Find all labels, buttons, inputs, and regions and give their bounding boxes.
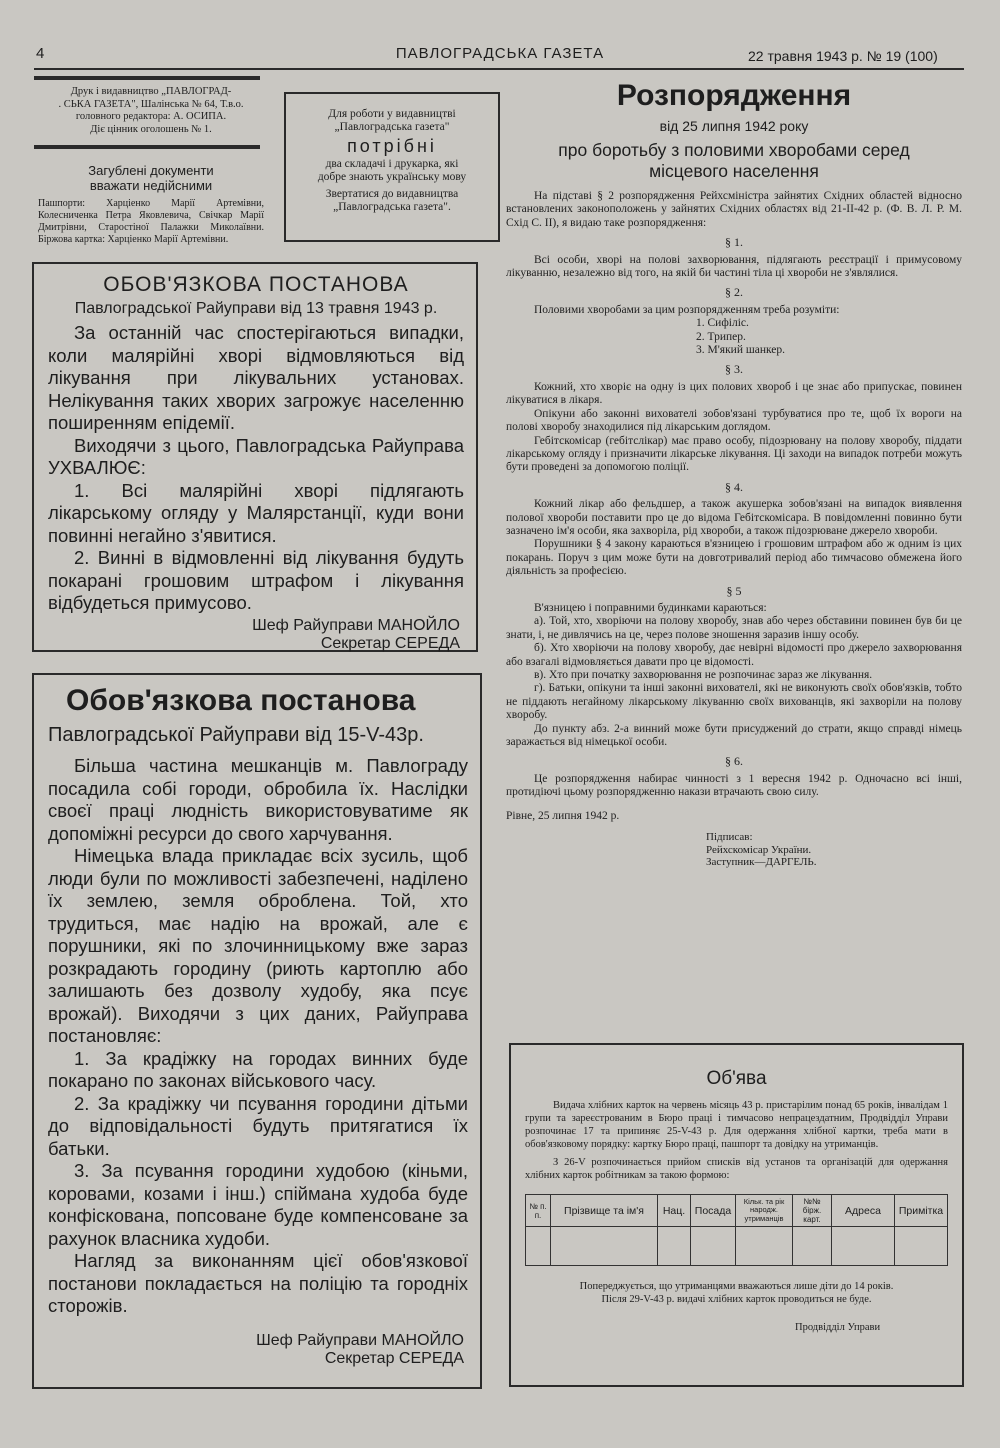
imprint-line: Друк і видавництво „ПАВЛОГРАД- [70,86,232,97]
job-ad-line: добре знають українську мову [317,171,467,183]
paragraph: а). Той, хто, хворіючи на полову хворобу, знав або через обставини повинен був би це знати, і, не дивлячись на це, через полове зношення заразив іншу особу. [506,615,962,641]
table-header-cell: Посада [691,1195,736,1227]
job-ad-line: Звертатися до видавництва [325,188,459,200]
signature-line: Секретар СЕРЕДА [320,634,460,652]
decree-1-body [48,322,464,615]
paragraph: Кожний лікар або фельдшер, а також акушерка зобов'язані на випадок виявлення полової хвороби поставити про це до відома Гебітскомісара. В повідомленні повинно бути зазначено ім'я особи, яка захворіла, рід хвороби, а також підозрюване джерело хвороби. [506,498,962,537]
issue-info: 22 травня 1943 р. № 19 (100) [748,48,938,64]
paragraph: г). Батьки, опікуни та інші законні вихователі, які не виконують своїх обов'язків, тобто не піддають негайному лікарському лікуванню своїх вихованців, які захворіли на полову хворобу. [506,682,962,722]
lost-docs-title: Загублені документи вважати недійсними [88,163,214,193]
table-cell [691,1227,736,1266]
section-heading: § 2. [725,285,743,300]
lost-docs-text: Пашпорти: Харціенко Марії Артемівни, Колесниченка Петра Яковлевича, Свічкар Марії Дмитрівни, Старостіної Палажки Миколаївни. Біржова картка: Харціенко Марії Артемівни. [38,198,264,245]
order-title: Розпорядження [616,79,852,112]
order-subject: про боротьбу з половими хворобами серед місцевого населення [558,140,910,181]
notice-signature: Продвідділ Управи [795,1322,881,1333]
section-heading: § 6. [725,754,743,769]
notice-box [509,1043,964,1387]
imprint-line: Діє цінник оголошень № 1. [90,123,212,135]
decree-1-box [32,262,478,652]
paragraph: В'язницею і поправними будинками караються: [534,601,767,614]
paragraph: Половими хворобами за цим розпорядженням треба розуміти: [534,303,840,316]
paragraph: Виходячи з цього, Павлоградська Райуправа УХВАЛЮЄ: [48,434,464,478]
section-heading: § 5 [726,583,742,598]
paragraph: в). Хто при початку захворювання не розпочинає зараз же лікування. [534,669,873,681]
paragraph: Нагляд за виконанням цієї обов'язкової постанови покладається на поліцію та городніх сторожів. [48,1250,468,1316]
job-ad-box [284,92,500,242]
signature-line: Заступник—ДАРГЕЛЬ. [706,856,817,869]
paragraph: Це розпорядження набирає чинності з 1 вересня 1942 р. Одночасно всі інші, протидіючі цьому розпорядженню накази втрачають свою силу. [506,772,962,799]
imprint-top-rule [34,76,260,80]
job-ad-line: Для роботи у видавництві [328,108,456,120]
signature-line: Секретар СЕРЕДА [324,1349,464,1367]
table-header-cell: Нац. [658,1195,691,1227]
table-cell [526,1227,551,1266]
paragraph: Кожний, хто хворіє на одну із цих полових хвороб і це знає або припускає, повинен лікуватися в лікаря. [506,380,962,407]
notice-warning: Попереджується, що утриманцями вважаються лише діти до 14 років. [579,1281,894,1292]
paragraph: Порушники § 4 закону караються в'язницею і грошовим штрафом або ж одним із цих покарань. Поруч з цим може бути на довготривалий період або тимчасово обмежена його діяльність за професією. [506,538,962,578]
place-date: Рівне, 25 липня 1942 р. [506,809,620,822]
job-ad-line: „Павлоградська газета" [334,121,450,133]
job-ad-line: „Павлоградська газета". [333,201,451,213]
table-cell [793,1227,832,1266]
paragraph: Всі особи, хворі на полові захворювання, підлягають реєстрації і примусовому лікуванню, незалежно від того, на якій би частині тіла ці хвороби не з'являлися. [506,253,962,280]
table-cell [736,1227,793,1266]
list-item: 1. Сифіліс. [696,317,749,330]
signature-line: Підписав: [706,831,753,844]
paragraph: За останній час спостерігаються випадки, коли малярійні хворі відмовляються від лікування при лікувальних установах. Нелікування таких хворих загрожує населенню поширенням епідемії. [48,322,464,433]
paragraph: Видача хлібних карток на червень місяць 43 р. пристарілим понад 65 років, інвалідам 1 групи та зареєстрованим в Бюро праці і тимчасово непрацездатним, Продвідділ Управи розпочинає 17 та припиняє 25-V-43 р. Для одержання хлібної картки, треба мати в обов'язковому порядку: картку Бюро праці, пашпорт та довідку на утриманців. [525,1100,948,1150]
table-cell [551,1227,658,1266]
order-section [506,76,962,869]
job-ad-needed: потрібні [347,136,437,156]
table-header-cell: Прізвище та ім'я [551,1195,658,1227]
paragraph: Німецька влада прикладає всіх зусиль, щоб люди були по можливості забезпечені, наділено їх землею, земля оброблена. Той, хто трудиться, має надію на врожай, але є порушники, які по злочинницькому вже зараз розкрадають городину (риють картоплю або залишають без дозволу худобу, яка псує врожай). Виходячи з цих даних, Райуправа постановляє: [48,845,468,1046]
paragraph: 2. За крадіжку чи псування городини дітьми до відповідальності будуть притягатися їх батьки. [48,1092,468,1159]
decree-2-box [32,673,482,1389]
paragraph: 1. Всі малярійні хворі підлягають лікарському огляду у Малярстанції, куди вони повинні негайно з'явитися. [48,479,464,546]
form-table [525,1194,948,1266]
imprint-line: головного редактора: А. ОСИПА. [75,111,227,122]
table-row [526,1227,948,1266]
order-intro: На підставі § 2 розпорядження Рейхсміністра зайнятих Східних областей відносно встановлених законоположень у зайнятих Східних областях від 21-II-42 р. (Ф. В. Л. Р. М. Схід С. II), я видаю таке розпорядження: [506,190,962,229]
order-date: від 25 липня 1942 року [659,118,809,134]
header-rule [34,68,964,70]
page-number: 4 [36,45,45,62]
table-cell [895,1227,948,1266]
job-ad-line: два складачі і друкарка, які [325,158,459,170]
table-header-cell: Адреса [832,1195,895,1227]
paragraph: Гебітскомісар (гебітслікар) має право особу, підозрювану на полову хворобу, піддати лікарському огляду і призначити лікарське лікування. Ці заходи на випадок потреби можуть бути проведені за допомогою поліції. [506,434,962,474]
decree-2-body [48,755,468,1318]
table-cell [658,1227,691,1266]
order-signature [506,831,962,869]
decree-2-signature [48,1332,468,1368]
table-header-cell: № п. п. [526,1195,551,1227]
newspaper-title: ПАВЛОГРАДСЬКА ГАЗЕТА [395,45,605,62]
decree-1-title: ОБОВ'ЯЗКОВА ПОСТАНОВА [103,273,409,296]
paragraph: З 26-V розпочинається прийом списків від установ та організацій для одержання хлібних карток робітникам за такою формою: [525,1157,948,1181]
section-heading: § 1. [725,235,743,250]
paragraph: 3. За псування городини худобою (кіньми, коровами, козами і інш.) спіймана худоба буде конфіскована, попсоване буде компенсоване за рахунок власника худоби. [48,1160,468,1249]
paragraph: 2. Винні в відмовленні від лікування будуть покарані грошовим штрафом і лікування відбудеться примусово. [48,547,464,613]
decree-2-title: Обов'язкова постанова [66,684,416,717]
paragraph: Більша частина мешканців м. Павлограду посадила собі городи, обробила їх. Наслідки своєї праці людність використовуватиме як допоміжні ресурси до свого харчування. [48,755,468,844]
imprint-bottom-rule [34,145,260,149]
table-header-cell: №№ бірж. карт. [793,1195,832,1227]
paragraph: 1. За крадіжку на городах винних буде покарано по законах військового часу. [48,1047,468,1091]
list-item: 2. Трипер. [696,330,746,343]
notice-title: Об'ява [706,1068,767,1089]
decree-2-subtitle: Павлоградської Райуправи від 15-V-43р. [48,724,424,746]
notice-warning: Після 29-V-43 р. видачі хлібних карток проводиться не буде. [601,1294,872,1305]
paragraph: До пункту абз. 2-а винний може бути присуджений до страти, якщо справді німець заражається від німецької особи. [506,722,962,749]
imprint-line: . СЬКА ГАЗЕТА", Шалінська № 64, Т.в.о. [58,98,244,110]
paragraph: Опікуни або законні вихователі зобов'язані турбуватися про те, щоб їх вороги на полові хворобу знаходилися під лікарським доглядом. [506,407,962,434]
disease-list [506,317,962,357]
table-header-cell: Примітка [895,1195,948,1227]
table-header-cell: Кільк. та рік народж. утриманців [736,1195,793,1227]
signature-line: Шеф Райуправи МАНОЙЛО [256,1331,464,1349]
list-item: 3. М'який шанкер. [696,344,786,357]
section-heading: § 4. [725,479,743,494]
decree-1-signature [48,617,464,653]
decree-1-subtitle: Павлоградської Райуправи від 13 травня 1943 р. [74,300,438,317]
signature-line: Шеф Райуправи МАНОЙЛО [252,616,460,634]
table-cell [832,1227,895,1266]
imprint [40,86,262,136]
signature-line: Рейхскомісар України. [706,843,812,856]
paragraph: б). Хто хворіючи на полову хворобу, дає невірні відомості про джерело захворювання або взагалі відмовляється давати про це відомості. [506,642,962,668]
section-heading: § 3. [725,362,743,377]
